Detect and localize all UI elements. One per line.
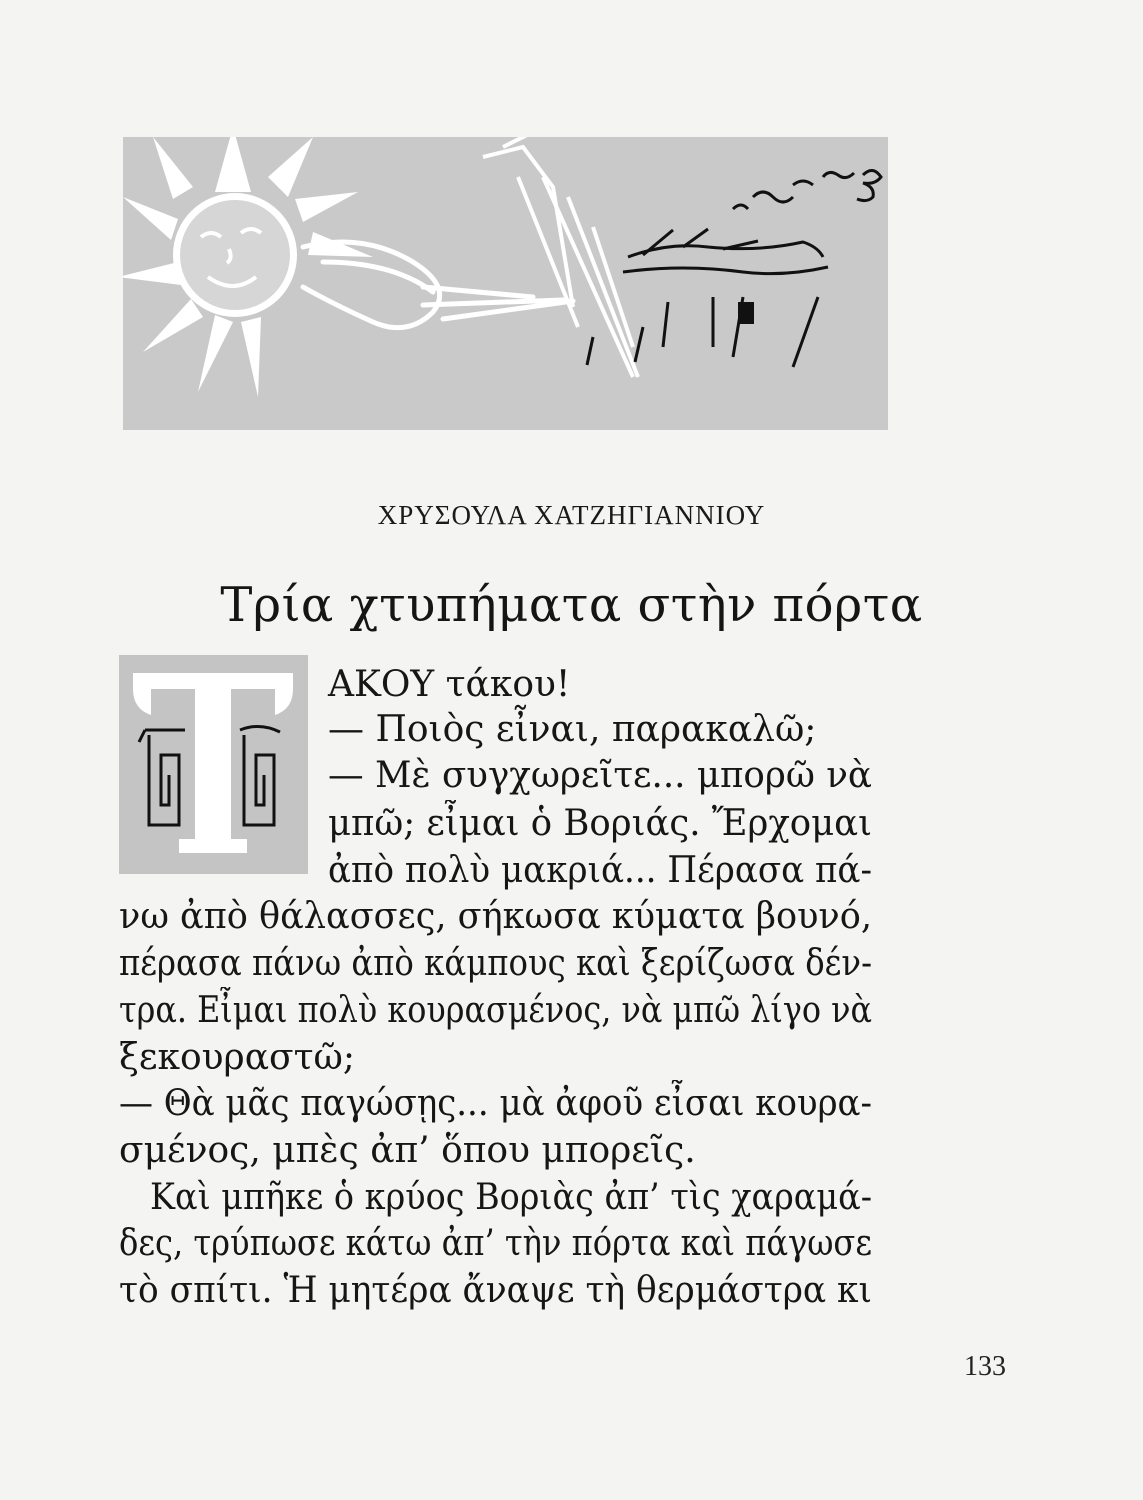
body-line: ΑΚΟΥ τάκου! xyxy=(328,664,571,705)
body-line: Καὶ μπῆκε ὁ κρύος Βοριὰς ἀπ’ τὶς χαραμά- xyxy=(150,1177,872,1218)
decorative-tau-icon xyxy=(119,655,308,874)
body-line: δες, τρύπωσε κάτω ἀπ’ τὴν πόρτα καὶ πάγωσε xyxy=(119,1223,872,1264)
body-line: πέρασα πάνω ἀπὸ κάμπους καὶ ξερίζωσα δέν- xyxy=(119,943,872,984)
body-line: ἀπὸ πολὺ μακριά... Πέρασα πά- xyxy=(328,850,872,891)
body-line: ξεκουραστῶ; xyxy=(119,1037,355,1078)
body-line: μπῶ; εἶμαι ὁ Βοριάς. Ἔρχομαι xyxy=(328,803,872,844)
body-line: — Ποιὸς εἶναι, παρακαλῶ; xyxy=(328,709,817,750)
body-line: τὸ σπίτι. Ἡ μητέρα ἄναψε τὴ θερμάστρα κι xyxy=(119,1270,872,1311)
body-line: — Θὰ μᾶς παγώσῃς... μὰ ἀφοῦ εἶσαι κουρα- xyxy=(119,1083,872,1124)
body-line: νω ἀπὸ θάλασσες, σήκωσα κύματα βουνό, xyxy=(119,896,872,937)
drop-cap xyxy=(119,655,308,874)
illustration-sun-wind xyxy=(123,137,888,430)
body-line: τρα. Εἶμαι πολὺ κουρασμένος, νὰ μπῶ λίγο νὰ xyxy=(119,990,872,1031)
chapter-title: Τρία χτυπήματα στὴν πόρτα xyxy=(220,577,923,633)
sun-blowing-wind-house-icon xyxy=(123,137,888,430)
author-name: ΧΡΥΣΟΥΛΑ ΧΑΤΖΗΓΙΑΝΝΙΟΥ xyxy=(377,500,766,530)
body-line: — Μὲ συγχωρεῖτε... μπορῶ νὰ xyxy=(328,755,872,796)
page-number: 133 xyxy=(964,1351,1006,1382)
body-line: σμένος, μπὲς ἀπ’ ὅπου μπορεῖς. xyxy=(119,1130,696,1171)
